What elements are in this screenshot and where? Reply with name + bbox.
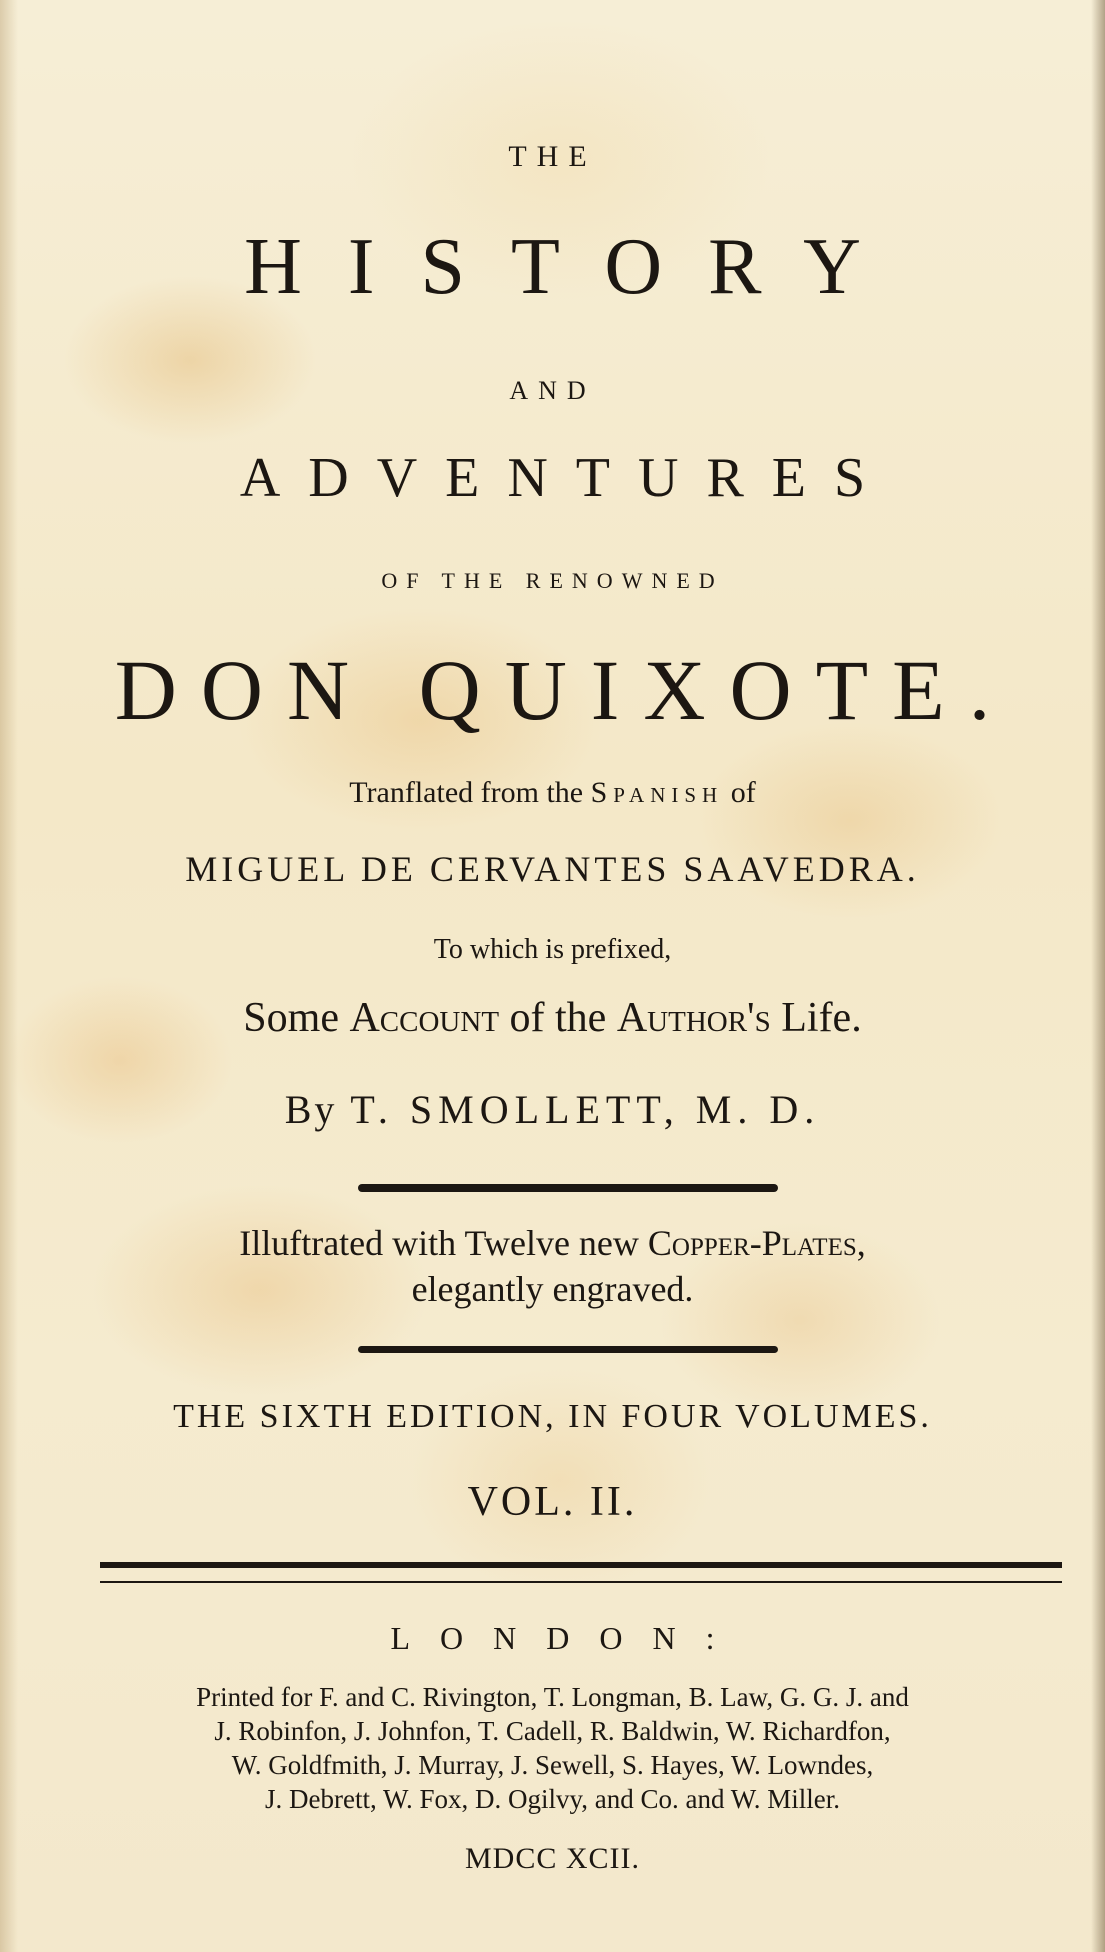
illustrated-line-2: elegantly engraved. (411, 1269, 694, 1309)
title-the: THE (508, 140, 597, 173)
imprint-line: J. Robinfon, J. Johnfon, T. Cadell, R. Baldwin, W. Richardfon, (214, 1716, 891, 1746)
double-rule-thin (100, 1581, 1062, 1583)
illustrated-prefix: Illuftrated with Twelve new (239, 1223, 648, 1263)
divider-rule (358, 1184, 778, 1192)
account-account: Account (349, 995, 500, 1041)
author-name: MIGUEL DE CERVANTES SAAVEDRA. (185, 849, 920, 889)
account-life: Life. (770, 995, 862, 1041)
translated-prefix: Tranflated from the (349, 776, 591, 809)
by-line (0, 1086, 1105, 1133)
title-of-the-renowned: OF THE RENOWNED (381, 568, 724, 593)
translated-suffix: of (723, 776, 756, 809)
account-line (0, 994, 1105, 1042)
imprint-date: MDCC XCII. (464, 1842, 640, 1875)
imprint-line: J. Debrett, W. Fox, D. Ogilvy, and Co. and W. Miller. (265, 1784, 840, 1814)
by-name: T. SMOLLETT, M. D. (350, 1087, 821, 1132)
title-and: AND (509, 376, 596, 405)
account-author: Author's (616, 995, 771, 1041)
account-mid: of the (499, 995, 617, 1041)
edition-line: THE SIXTH EDITION, IN FOUR VOLUMES. (173, 1398, 932, 1435)
title-don-quixote: DON QUIXOTE. (114, 642, 1015, 738)
illustrated-plates: Copper-Plates, (647, 1223, 866, 1263)
translated-spanish: Spanish (590, 776, 724, 809)
volume-line: VOL. II. (467, 1479, 638, 1525)
illustrated-line (0, 1222, 1105, 1264)
by-prefix: By (284, 1087, 351, 1132)
imprint-line: W. Goldfmith, J. Murray, J. Sewell, S. Hayes, W. Lowndes, (231, 1750, 874, 1780)
title-history: HISTORY (244, 223, 907, 311)
prefixed-line: To which is prefixed, (433, 934, 672, 965)
translated-line (0, 776, 1105, 810)
title-adventures: ADVENTURES (239, 447, 894, 509)
divider-rule (358, 1346, 778, 1353)
imprint-line: Printed for F. and C. Rivington, T. Longman, B. Law, G. G. J. and (196, 1682, 909, 1712)
double-rule-thick (100, 1562, 1062, 1568)
imprint-city: LONDON: (390, 1620, 745, 1656)
account-some: Some (243, 995, 350, 1041)
